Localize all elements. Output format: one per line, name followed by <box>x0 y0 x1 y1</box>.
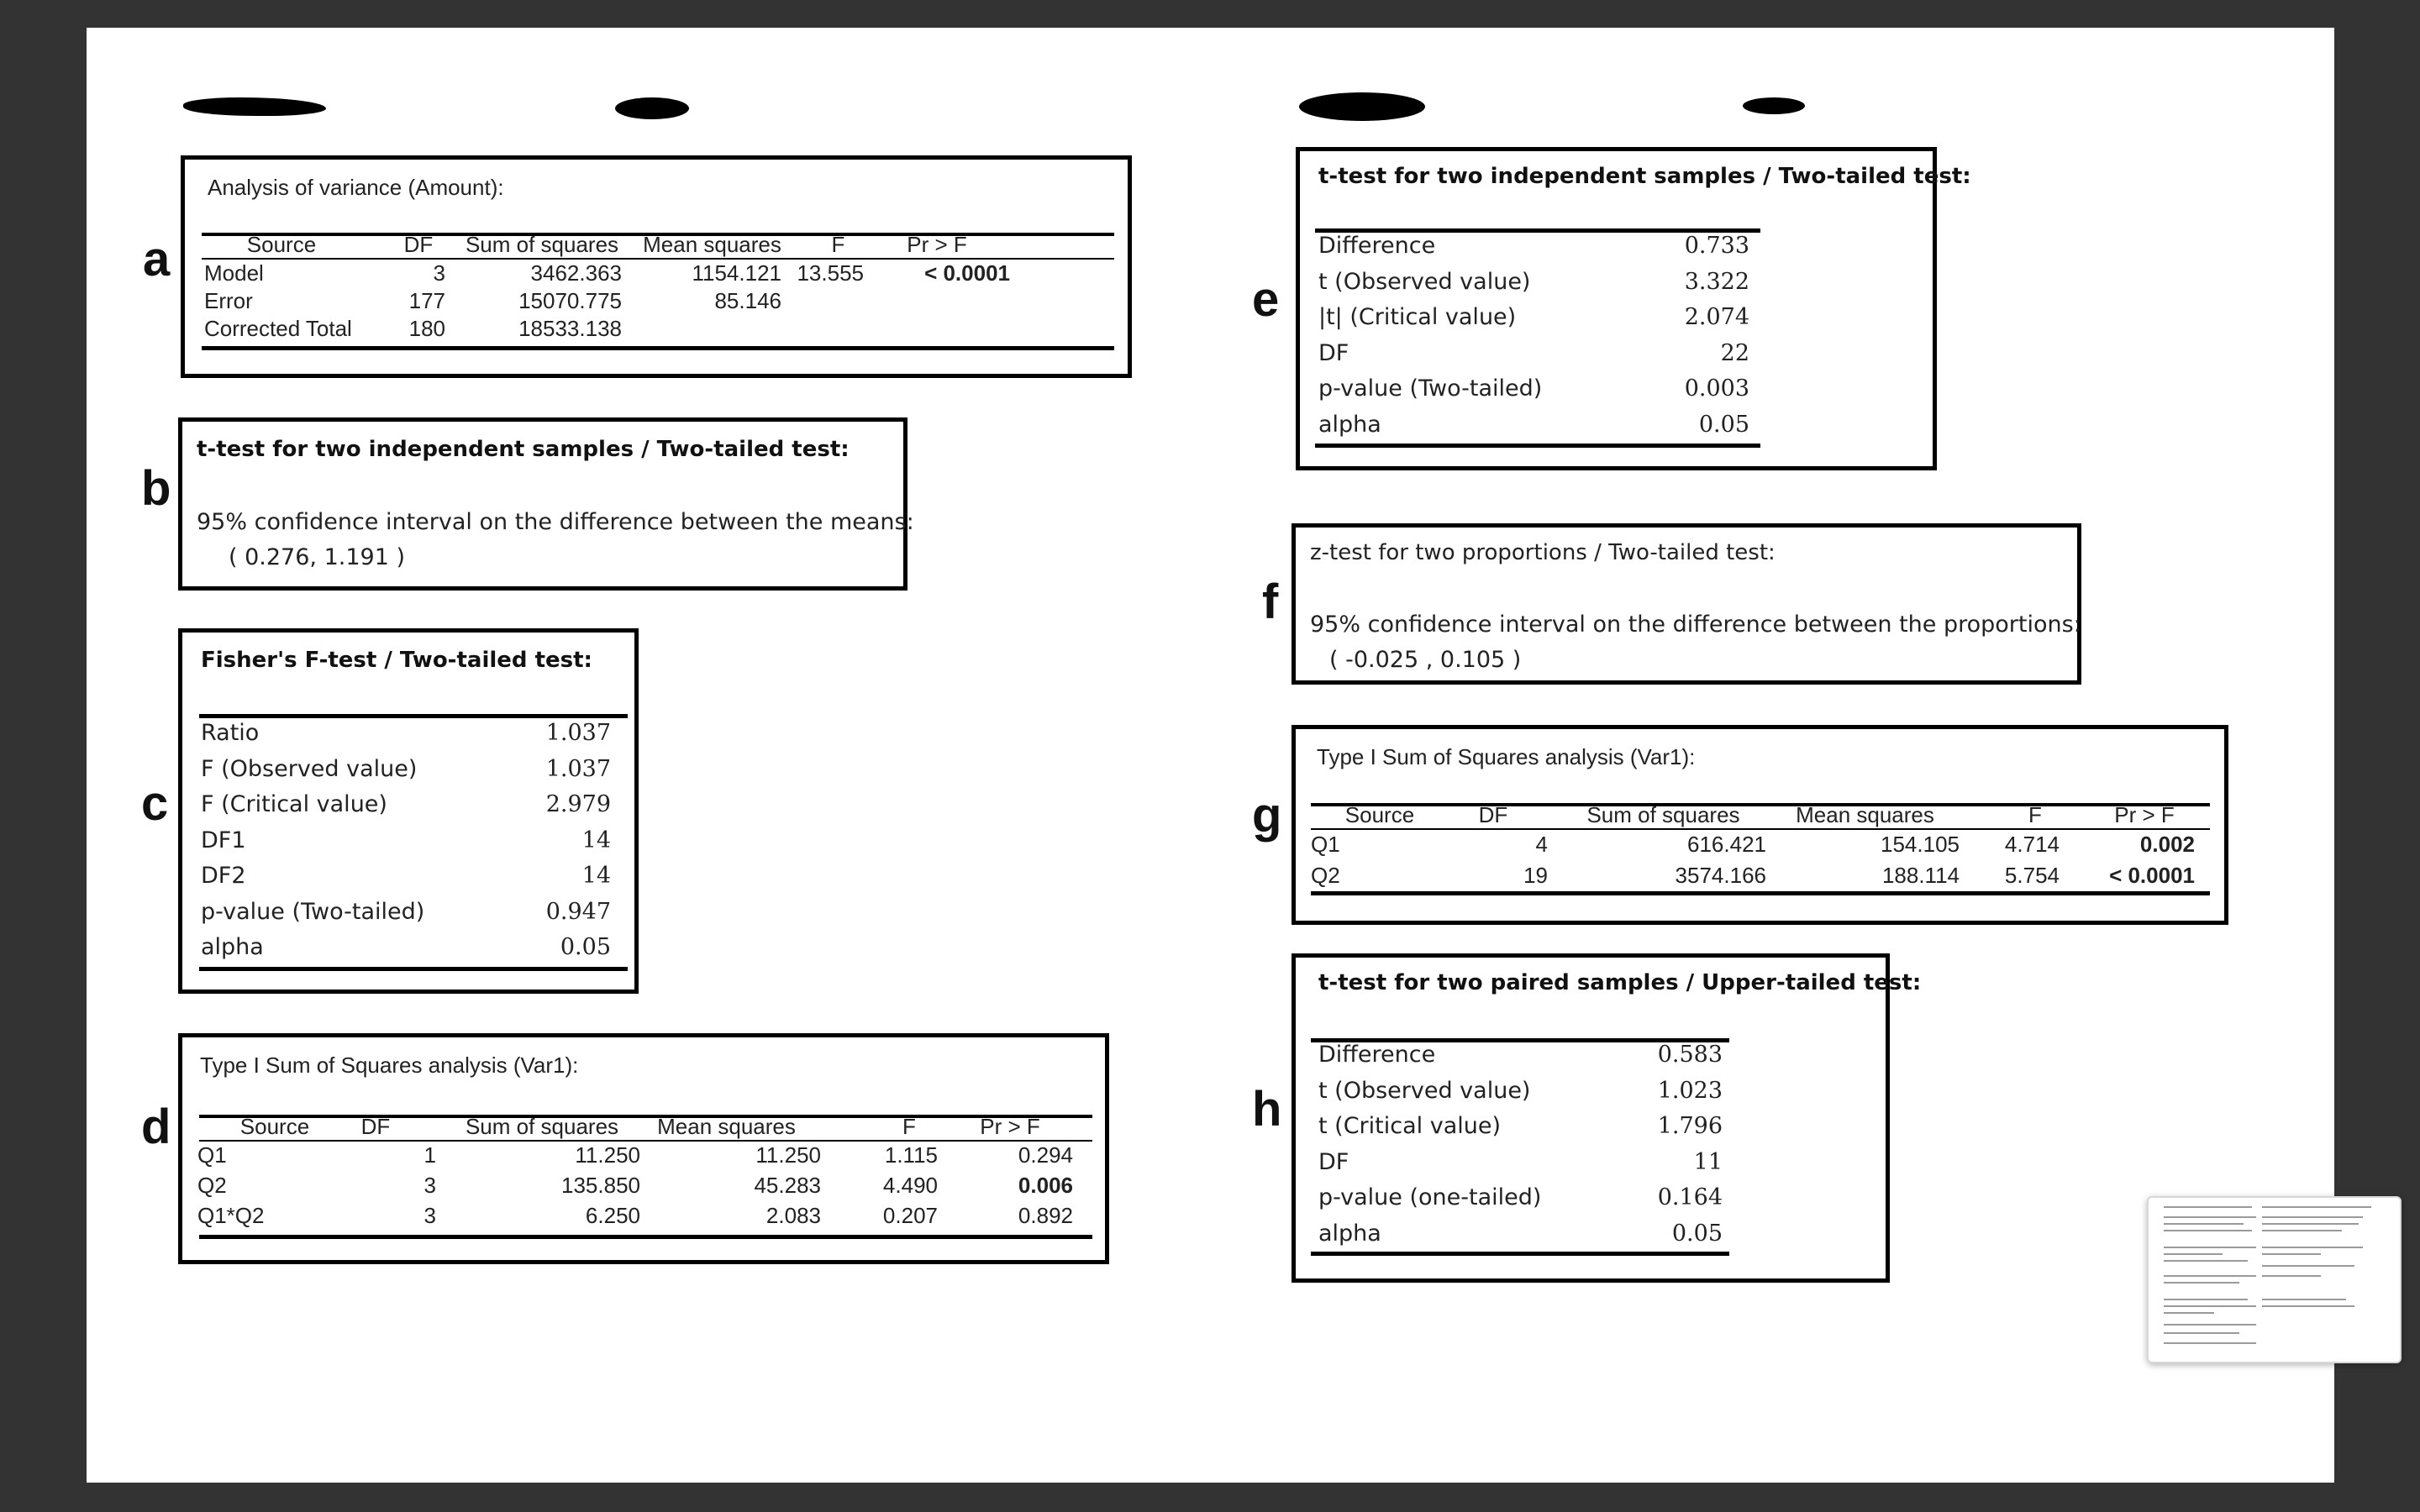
stat-label: Difference <box>1318 233 1436 259</box>
stat-label: F (Observed value) <box>201 755 418 782</box>
redaction-mark <box>1743 97 1805 114</box>
table-cell: 3 <box>424 1203 436 1228</box>
table-cell: 5.754 <box>2004 863 2060 888</box>
type-i-ss-panel <box>178 1033 1109 1264</box>
column-header: F <box>831 232 845 257</box>
anova-table-panel <box>181 155 1132 378</box>
thumbnail-text-line <box>2262 1223 2359 1225</box>
thumbnail-text-line <box>2164 1324 2256 1326</box>
table-cell: 3 <box>433 260 445 286</box>
redaction-mark <box>1299 92 1425 121</box>
stat-label: Ratio <box>201 720 260 746</box>
stat-value: 1.023 <box>1657 1077 1723 1104</box>
row-source: Q2 <box>1311 863 1340 888</box>
table-bottom-rule <box>1311 891 2210 895</box>
stat-value: 1.796 <box>1657 1113 1723 1139</box>
row-source: Q1*Q2 <box>197 1203 265 1228</box>
table-cell: < 0.0001 <box>2109 863 2195 888</box>
panel-title: t-test for two independent samples / Two-tailed test: <box>197 437 850 462</box>
table-cell: 135.850 <box>561 1173 640 1198</box>
panel-title: z-test for two proportions / Two-tailed test: <box>1310 540 1776 565</box>
table-cell: 85.146 <box>714 288 781 313</box>
panel-label-g: g <box>1252 788 1282 843</box>
thumbnail-text-line <box>2164 1260 2248 1262</box>
stat-value: 1.037 <box>545 755 611 782</box>
table-bottom-rule <box>199 967 628 971</box>
table-cell: 6.250 <box>585 1203 640 1228</box>
table-cell: 11.250 <box>755 1142 821 1168</box>
column-header: DF <box>403 232 434 257</box>
thumbnail-text-line <box>2262 1305 2354 1307</box>
thumbnail-text-line <box>2164 1247 2256 1248</box>
table-bottom-rule <box>199 1235 1092 1239</box>
stat-label: |t| (Critical value) <box>1318 304 1517 330</box>
thumbnail-text-line <box>2164 1299 2248 1300</box>
table-cell: 177 <box>408 288 445 313</box>
ci-value: ( -0.025 , 0.105 ) <box>1329 647 1522 673</box>
panel-title: Type I Sum of Squares analysis (Var1): <box>1317 744 1696 769</box>
panel-title: Analysis of variance (Amount): <box>208 175 504 200</box>
stat-label: F (Critical value) <box>201 791 387 817</box>
row-source: Q1 <box>197 1142 227 1168</box>
stat-value: 22 <box>1720 339 1749 366</box>
stat-value: 14 <box>581 863 611 889</box>
stat-label: p-value (Two-tailed) <box>1318 375 1543 402</box>
column-header: F <box>902 1114 916 1139</box>
panel-title: Fisher's F-test / Two-tailed test: <box>201 648 592 673</box>
column-header: Mean squares <box>1796 802 1934 827</box>
table-cell: 616.421 <box>1687 832 1766 857</box>
stat-label: alpha <box>1318 1220 1381 1247</box>
table-cell: 3462.363 <box>530 260 622 286</box>
column-header: Mean squares <box>657 1114 796 1139</box>
thumbnail-text-line <box>2262 1265 2354 1267</box>
stat-label: p-value (Two-tailed) <box>201 898 425 925</box>
column-header: F <box>2028 802 2042 827</box>
table-cell: 3574.166 <box>1675 863 1766 888</box>
table-cell: 154.105 <box>1881 832 1960 857</box>
table-cell: 0.892 <box>1018 1203 1073 1228</box>
table-cell: 0.294 <box>1018 1142 1073 1168</box>
stat-value: 1.037 <box>545 720 611 746</box>
table-cell: 0.006 <box>1018 1173 1073 1198</box>
panel-title: t-test for two independent samples / Two-tailed test: <box>1318 164 1971 189</box>
thumbnail-text-line <box>2262 1230 2342 1231</box>
stat-label: Difference <box>1318 1042 1436 1068</box>
z-test-ci-panel <box>1292 523 2081 685</box>
table-top-rule <box>199 714 628 718</box>
thumbnail-text-line <box>2164 1275 2256 1277</box>
column-header: Sum of squares <box>465 232 619 257</box>
table-cell: 1 <box>424 1142 436 1168</box>
stat-value: 0.05 <box>560 934 611 960</box>
table-cell: 1.115 <box>884 1142 938 1168</box>
stat-value: 2.074 <box>1684 304 1749 330</box>
stat-label: t (Observed value) <box>1318 1077 1531 1104</box>
stat-value: 0.05 <box>1698 411 1749 438</box>
redaction-mark <box>615 97 689 119</box>
table-cell: 45.283 <box>754 1173 821 1198</box>
column-header: Source <box>1344 802 1415 827</box>
table-cell: 180 <box>408 316 445 341</box>
table-cell: < 0.0001 <box>924 260 1010 286</box>
thumbnail-text-line <box>2164 1342 2256 1344</box>
table-cell: 1154.121 <box>692 260 781 286</box>
column-header: Mean squares <box>643 232 781 257</box>
thumbnail-text-line <box>2164 1305 2256 1307</box>
panel-label-f: f <box>1262 575 1279 629</box>
thumbnail-text-line <box>2262 1247 2363 1248</box>
table-cell: 18533.138 <box>518 316 622 341</box>
thumbnail-text-line <box>2164 1230 2252 1231</box>
panel-label-c: c <box>141 776 169 831</box>
stat-label: alpha <box>201 934 264 960</box>
thumbnail-text-line <box>2164 1312 2214 1314</box>
column-header: Source <box>239 1114 310 1139</box>
thumbnail-text-line <box>2262 1275 2321 1277</box>
stat-label: DF <box>1318 339 1349 366</box>
table-cell: 15070.775 <box>518 288 622 313</box>
type-i-ss-panel-g <box>1292 725 2228 925</box>
paired-t-test-panel <box>1292 953 1922 1283</box>
t-test-independent-panel <box>1296 147 1971 470</box>
row-source: Model <box>204 260 264 286</box>
stat-value: 14 <box>581 827 611 853</box>
column-header: Sum of squares <box>465 1114 619 1139</box>
table-cell: 19 <box>1523 863 1548 888</box>
panel-title: t-test for two paired samples / Upper-tailed test: <box>1318 970 1922 995</box>
thumbnail-text-line <box>2164 1216 2256 1218</box>
column-header: Pr > F <box>980 1114 1040 1139</box>
ci-description: 95% confidence interval on the difference between the means: <box>197 509 914 535</box>
table-cell: 4.714 <box>2004 832 2060 857</box>
thumbnail-text-line <box>2164 1332 2239 1334</box>
stat-value: 11 <box>1693 1148 1723 1175</box>
thumbnail-text-line <box>2262 1206 2371 1208</box>
thumbnail-text-line <box>2262 1299 2346 1300</box>
table-cell: 4 <box>1535 832 1548 857</box>
stat-value: 0.05 <box>1671 1220 1723 1247</box>
stat-label: DF1 <box>201 827 246 853</box>
panel-label-d: d <box>141 1100 171 1154</box>
row-source: Q2 <box>197 1173 227 1198</box>
panel-title: Type I Sum of Squares analysis (Var1): <box>200 1053 579 1078</box>
ci-value: ( 0.276, 1.191 ) <box>229 544 405 570</box>
table-cell: 3 <box>424 1173 436 1198</box>
column-header: DF <box>360 1114 391 1139</box>
panel-label-h: h <box>1252 1082 1282 1137</box>
thumbnail-text-line <box>2262 1253 2321 1255</box>
row-source: Error <box>204 288 253 313</box>
thumbnail-text-line <box>2262 1216 2363 1218</box>
stat-value: 0.003 <box>1684 375 1749 402</box>
column-header: DF <box>1478 802 1508 827</box>
stat-value: 0.164 <box>1657 1184 1723 1210</box>
t-test-ci-panel <box>178 417 914 591</box>
thumbnail-text-line <box>2164 1223 2244 1225</box>
screenshot-thumbnail-preview[interactable] <box>2147 1196 2402 1363</box>
panel-label-a: a <box>143 232 171 286</box>
stat-value: 2.979 <box>545 791 611 817</box>
thumbnail-text-line <box>2164 1282 2239 1284</box>
table-bottom-rule <box>202 346 1114 350</box>
thumbnail-text-line <box>2164 1253 2223 1255</box>
stat-label: p-value (one-tailed) <box>1318 1184 1542 1210</box>
panel-label-e: e <box>1252 272 1280 327</box>
panel-label-b: b <box>141 461 171 516</box>
table-bottom-rule <box>1315 444 1760 448</box>
stat-label: t (Critical value) <box>1318 1113 1502 1139</box>
ci-description: 95% confidence interval on the difference between the proportions: <box>1310 612 2081 638</box>
header-underline <box>1311 828 2210 830</box>
stat-label: DF <box>1318 1148 1349 1175</box>
table-cell: 188.114 <box>1881 863 1960 888</box>
stat-value: 0.733 <box>1684 233 1749 259</box>
stat-value: 0.583 <box>1657 1042 1723 1068</box>
stat-label: DF2 <box>201 863 246 889</box>
stat-label: alpha <box>1318 411 1381 438</box>
table-cell: 13.555 <box>797 260 864 286</box>
column-header: Pr > F <box>2114 802 2175 827</box>
f-test-panel <box>178 628 639 994</box>
stat-label: t (Observed value) <box>1318 268 1531 295</box>
column-header: Pr > F <box>907 232 967 257</box>
table-top-rule <box>1311 803 2210 806</box>
table-cell: 0.002 <box>2139 832 2195 857</box>
table-cell: 2.083 <box>765 1203 821 1228</box>
row-source: Corrected Total <box>204 316 352 341</box>
stat-value: 0.947 <box>545 898 611 925</box>
table-bottom-rule <box>1311 1252 1729 1256</box>
column-header: Sum of squares <box>1586 802 1740 827</box>
stat-value: 3.322 <box>1684 268 1749 295</box>
table-cell: 0.207 <box>882 1203 938 1228</box>
column-header: Source <box>246 232 317 257</box>
table-cell: 4.490 <box>882 1173 938 1198</box>
table-cell: 11.250 <box>575 1142 640 1168</box>
thumbnail-text-line <box>2164 1206 2252 1208</box>
row-source: Q1 <box>1311 832 1340 857</box>
